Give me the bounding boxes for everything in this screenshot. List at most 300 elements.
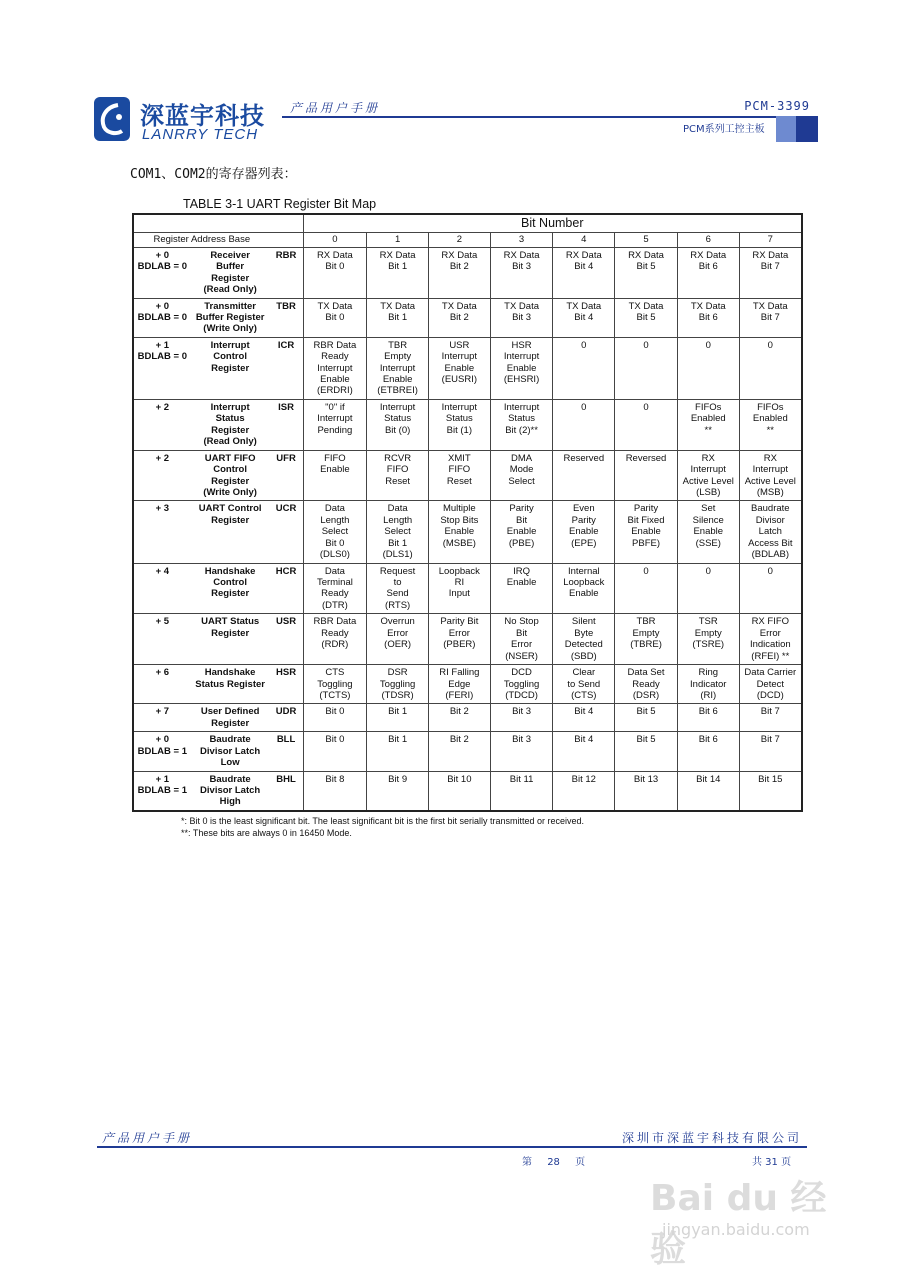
cell-line: Internal: [567, 565, 600, 577]
cell-line: DCD: [511, 667, 532, 679]
cell-line: (ERDRI): [316, 385, 353, 397]
cell-line: Bit 3: [512, 261, 532, 273]
bit-cell: [428, 614, 490, 665]
table-header-row: [133, 233, 802, 247]
cell-line: Divisor Latch: [200, 745, 261, 757]
cell-line: TX Data: [441, 300, 477, 312]
cell-line: Toggling: [379, 678, 416, 690]
cell-line: Ready: [632, 678, 660, 690]
cell-line: Bit 4: [574, 311, 594, 323]
cell-line: Bit 8: [325, 773, 345, 785]
cell-line: BDLAB = 1: [137, 785, 188, 796]
bit-cell: [490, 298, 553, 337]
table-row: [133, 450, 802, 501]
table-row: [133, 614, 802, 665]
cell-line: (RFEI) **: [751, 650, 790, 662]
cell-line: Bit 5: [636, 311, 656, 323]
cell-line: Bit: [516, 627, 528, 639]
cell-line: (RI): [700, 689, 717, 701]
table-row: [133, 771, 802, 811]
cell-line: FIFO: [448, 464, 471, 476]
cell-line: Register: [211, 717, 250, 729]
cell-line: TX Data: [380, 300, 416, 312]
cell-line: **: [766, 424, 774, 436]
register-abbr: BLL: [270, 732, 303, 771]
cell-line: Status: [445, 413, 473, 425]
cell-line: Bit 9: [388, 773, 408, 785]
cell-line: Loopback: [563, 577, 605, 589]
cell-line: Interrupt: [503, 402, 540, 414]
footer-divider: [97, 1146, 807, 1148]
bit-cell: [303, 247, 367, 298]
register-address: [133, 400, 191, 451]
register-address: [133, 614, 191, 665]
bit-cell: [677, 501, 739, 563]
bit-cell: [739, 771, 802, 811]
bit-cell: [739, 247, 802, 298]
table-title-row: [133, 214, 802, 233]
bit-cell: [303, 563, 367, 614]
cell-line: Interrupt: [210, 402, 250, 414]
cell-line: Buffer Register: [195, 311, 265, 323]
bit-cell: [428, 665, 490, 704]
bit-cell: [615, 771, 678, 811]
cell-line: FIFOs: [695, 402, 722, 414]
cell-line: Bit 0: [325, 706, 345, 718]
cell-line: 0: [767, 339, 773, 351]
cell-line: HSR: [511, 339, 532, 351]
cell-line: Bit 6: [698, 311, 718, 323]
cell-line: (NSER): [505, 650, 538, 662]
baidu-watermark: [650, 1170, 850, 1270]
register-name: [191, 732, 270, 771]
cell-line: Empty: [694, 627, 722, 639]
cell-line: Interrupt: [210, 339, 250, 351]
cell-line: Ready: [321, 351, 349, 363]
table-notes: [181, 816, 584, 839]
cell-line: (Write Only): [203, 323, 257, 335]
bit-cell: [739, 614, 802, 665]
register-name: [191, 450, 270, 501]
bit-cell: [553, 732, 615, 771]
bit-cell: [615, 337, 678, 399]
cell-line: CTS: [325, 667, 345, 679]
cell-line: Enable: [320, 464, 350, 476]
cell-line: Bit 5: [636, 706, 656, 718]
cell-line: Ready: [321, 588, 349, 600]
cell-line: Interrupt: [379, 362, 416, 374]
cell-line: 0: [643, 339, 649, 351]
cell-line: Enable: [444, 362, 475, 374]
cell-line: Indicator: [690, 678, 727, 690]
cell-line: Toggling: [503, 678, 540, 690]
cell-line: Clear: [572, 667, 596, 679]
cell-line: Divisor Latch: [200, 785, 261, 796]
cell-line: Data: [324, 503, 345, 515]
cell-line: to: [393, 577, 402, 589]
bit-cell: [303, 298, 367, 337]
cell-line: Bit 3: [512, 706, 532, 718]
cell-line: Bit 13: [633, 773, 659, 785]
bit-cell: [303, 614, 367, 665]
register-address: [133, 771, 191, 811]
cell-line: RCVR: [384, 452, 412, 464]
cell-line: Control: [213, 577, 248, 589]
cell-line: (EUSRI): [441, 374, 478, 386]
bit-cell: [739, 400, 802, 451]
cell-line: XMIT: [447, 452, 471, 464]
cell-line: Silent: [571, 616, 596, 628]
cell-line: + 1: [155, 773, 170, 785]
logo-chinese-text: 深蓝宇科技: [140, 102, 265, 130]
bit-header: 6: [677, 233, 739, 247]
cell-line: Bit 1: [388, 311, 408, 323]
bit-cell: [367, 665, 429, 704]
bit-cell: [367, 771, 429, 811]
cell-line: Interrupt: [503, 351, 540, 363]
bit-cell: [739, 563, 802, 614]
cell-line: + 6: [155, 667, 170, 679]
cell-line: Bit 6: [698, 734, 718, 746]
cell-line: Interrupt: [317, 413, 353, 425]
cell-line: RX Data: [565, 249, 602, 261]
cell-line: TBR: [388, 339, 408, 351]
cell-line: (EHSRI): [503, 374, 540, 386]
bit-header: 3: [490, 233, 553, 247]
cell-line: Register: [211, 627, 250, 639]
cell-line: Active Level: [744, 475, 796, 487]
bit-cell: [677, 337, 739, 399]
bit-cell: [303, 704, 367, 732]
cell-line: (ETBREI): [377, 385, 418, 397]
bit-cell: [615, 247, 678, 298]
cell-line: (PBE): [508, 537, 535, 549]
cell-line: 0: [581, 402, 587, 414]
register-abbr: UCR: [270, 501, 303, 563]
cell-line: 0: [767, 565, 773, 577]
cell-line: (RTS): [385, 599, 411, 611]
cell-line: + 4: [155, 565, 170, 577]
cell-line: (DCD): [756, 689, 784, 701]
cell-line: 0: [705, 339, 711, 351]
cell-line: RX Data: [628, 249, 664, 261]
cell-line: (DTR): [321, 599, 348, 611]
bit-header: 7: [739, 233, 802, 247]
cell-line: + 0: [155, 249, 170, 261]
cell-line: Interrupt: [379, 402, 416, 414]
footer-company: 深圳市深蓝宇科技有限公司: [621, 1131, 802, 1145]
cell-line: DMA: [511, 452, 533, 464]
cell-line: (PBER): [443, 639, 476, 651]
cell-line: Reserved: [563, 452, 605, 464]
cell-line: Bit 7: [760, 311, 780, 323]
register-name: [191, 501, 270, 563]
table-row: [133, 247, 802, 298]
register-name: [191, 298, 270, 337]
register-abbr: HSR: [270, 665, 303, 704]
bit-cell: [367, 400, 429, 451]
cell-line: (OER): [384, 639, 412, 651]
cell-line: Status: [215, 413, 245, 425]
table-row: [133, 501, 802, 563]
register-abbr: HCR: [270, 563, 303, 614]
cell-line: (EPE): [571, 537, 597, 549]
bit-cell: [367, 732, 429, 771]
cell-line: (BDLAB): [751, 549, 790, 561]
cell-line: RBR Data: [313, 339, 357, 351]
table-row: [133, 400, 802, 451]
bit-cell: [367, 337, 429, 399]
cell-line: Bit 4: [574, 261, 594, 273]
cell-line: Error: [448, 627, 470, 639]
cell-line: FIFO: [386, 464, 409, 476]
cell-line: Loopback: [438, 565, 480, 577]
cell-line: BDLAB = 0: [137, 311, 188, 323]
bit-cell: [677, 771, 739, 811]
register-address: [133, 563, 191, 614]
register-name: [191, 771, 270, 811]
cell-line: PBFE): [632, 537, 661, 549]
bit-header: 2: [428, 233, 490, 247]
cell-line: High: [219, 796, 241, 808]
register-name: [191, 614, 270, 665]
cell-line: Bit 0: [325, 311, 345, 323]
bit-cell: [739, 501, 802, 563]
cell-line: TX Data: [690, 300, 726, 312]
table-caption: TABLE 3-1 UART Register Bit Map: [183, 197, 377, 211]
bit-cell: [553, 665, 615, 704]
cell-line: Baudrate: [209, 734, 251, 746]
cell-line: Bit 0: [325, 537, 345, 549]
cell-line: Enable: [320, 374, 350, 386]
cell-line: 0: [705, 565, 711, 577]
cell-line: FIFO: [324, 452, 346, 464]
cell-line: Latch: [758, 526, 782, 538]
bit-cell: [490, 450, 553, 501]
header-divider: [282, 116, 810, 118]
bit-cell: [303, 665, 367, 704]
cell-line: Bit 7: [760, 734, 780, 746]
cell-line: Enable: [382, 374, 413, 386]
cell-line: 0: [643, 565, 649, 577]
cell-line: No Stop: [504, 616, 539, 628]
cell-line: Bit 5: [636, 261, 656, 273]
cell-line: Bit 5: [636, 734, 656, 746]
cell-line: Enabled: [690, 413, 726, 425]
cell-line: Status: [384, 413, 412, 425]
cell-line: (SBD): [570, 650, 597, 662]
bit-cell: [553, 563, 615, 614]
cell-line: + 0: [155, 300, 170, 312]
cell-line: RX Data: [316, 249, 353, 261]
cell-line: UART Status: [201, 616, 260, 628]
bit-cell: [367, 704, 429, 732]
cell-line: (SSE): [695, 537, 721, 549]
cell-line: Bit 6: [698, 706, 718, 718]
cell-line: Bit 4: [574, 734, 594, 746]
cell-line: (TDCD): [505, 689, 538, 701]
cell-line: Enable: [506, 362, 537, 374]
cell-line: (DLS1): [382, 549, 413, 561]
register-abbr: TBR: [270, 298, 303, 337]
cell-line: Overrun: [380, 616, 415, 628]
bit-cell: [739, 704, 802, 732]
cell-line: Detected: [564, 639, 603, 651]
register-address: [133, 501, 191, 563]
bit-cell: [428, 247, 490, 298]
cell-line: TX Data: [752, 300, 788, 312]
bit-cell: [615, 614, 678, 665]
cell-line: Ready: [321, 627, 349, 639]
register-address: [133, 732, 191, 771]
cell-line: "0" if: [325, 402, 345, 414]
cell-line: Bit 11: [509, 773, 534, 785]
cell-line: 0: [581, 339, 587, 351]
register-name: [191, 247, 270, 298]
register-name: [191, 337, 270, 399]
uart-register-table: [132, 213, 803, 812]
cell-line: Divisor: [755, 514, 785, 526]
cell-line: Bit (2)**: [505, 424, 538, 436]
bit-cell: [428, 501, 490, 563]
bit-cell: [303, 732, 367, 771]
cell-line: Parity: [571, 514, 596, 526]
cell-line: Even: [572, 503, 595, 515]
bit-cell: [428, 400, 490, 451]
cell-line: Enable: [444, 526, 475, 538]
cell-line: RX: [701, 452, 715, 464]
cell-line: Bit 0: [325, 261, 345, 273]
cell-line: RBR Data: [313, 616, 357, 628]
register-abbr: UFR: [270, 450, 303, 501]
bit-cell: [490, 732, 553, 771]
cell-line: Register: [211, 514, 250, 526]
bit-cell: [428, 337, 490, 399]
register-address: [133, 450, 191, 501]
cell-line: Baudrate: [209, 773, 251, 785]
cell-line: Bit 7: [760, 261, 780, 273]
bit-cell: [553, 450, 615, 501]
intro-text: COM1、COM2的寄存器列表：: [130, 167, 297, 182]
register-address: [133, 247, 191, 298]
bit-cell: [677, 732, 739, 771]
cell-line: Bit 3: [512, 734, 532, 746]
cell-line: BDLAB = 1: [137, 745, 188, 757]
cell-line: Length: [383, 514, 413, 526]
bit-cell: [490, 501, 553, 563]
header-model: PCM-3399: [744, 99, 810, 113]
bit-cell: [367, 247, 429, 298]
cell-line: Receiver: [210, 249, 250, 261]
bit-cell: [553, 298, 615, 337]
cell-line: BDLAB = 0: [137, 351, 188, 363]
cell-line: Data: [324, 565, 345, 577]
register-abbr: ISR: [270, 400, 303, 451]
cell-line: Parity: [509, 503, 534, 515]
bit-cell: [367, 563, 429, 614]
cell-line: Byte: [574, 627, 594, 639]
cell-line: + 1: [155, 339, 170, 351]
cell-line: Bit (1): [446, 424, 473, 436]
cell-line: Enable: [569, 526, 599, 538]
cell-line: 0: [643, 402, 649, 414]
cell-line: UART Control: [198, 503, 262, 515]
cell-line: Bit 4: [574, 706, 594, 718]
cell-line: Bit (0): [384, 424, 411, 436]
cell-line: Error: [387, 627, 409, 639]
cell-line: Enable: [693, 526, 724, 538]
cell-line: Enable: [506, 577, 537, 589]
register-address: [133, 704, 191, 732]
cell-line: **: [704, 424, 712, 436]
bit-cell: [615, 450, 678, 501]
cell-line: Length: [320, 514, 350, 526]
cell-line: Ring: [698, 667, 719, 679]
cell-line: Data Carrier: [744, 667, 797, 679]
cell-line: RI Falling: [439, 667, 480, 679]
cell-line: Interrupt: [690, 464, 726, 476]
cell-line: Handshake: [204, 667, 256, 679]
cell-line: BDLAB = 0: [137, 261, 188, 273]
cell-line: Reset: [385, 475, 411, 487]
cell-line: Bit 12: [571, 773, 596, 785]
bit-cell: [490, 400, 553, 451]
cell-line: Bit 2: [449, 261, 469, 273]
bit-cell: [553, 337, 615, 399]
bit-cell: [615, 732, 678, 771]
cell-line: Status Register: [195, 678, 265, 690]
bit-cell: [615, 665, 678, 704]
cell-line: Interrupt: [752, 464, 788, 476]
cell-line: Bit 2: [449, 311, 469, 323]
register-abbr: RBR: [270, 247, 303, 298]
cell-line: Stop Bits: [440, 514, 479, 526]
cell-line: Empty: [632, 627, 660, 639]
bit-cell: [367, 614, 429, 665]
cell-line: Bit Fixed: [627, 514, 665, 526]
cell-line: + 2: [155, 452, 170, 464]
cell-line: + 7: [155, 706, 170, 718]
bit-cell: [428, 298, 490, 337]
bit-cell: [490, 704, 553, 732]
note-line: **: These bits are always 0 in 16450 Mode.: [181, 827, 352, 838]
bit-cell: [490, 337, 553, 399]
watermark-main: Bai du 经验: [650, 1178, 827, 1270]
table-row: [133, 563, 802, 614]
cell-line: RX Data: [752, 249, 789, 261]
cell-line: RX Data: [690, 249, 727, 261]
cell-line: DSR: [387, 667, 408, 679]
table-row: [133, 704, 802, 732]
bit-header: 0: [303, 233, 367, 247]
cell-line: Terminal: [316, 577, 353, 589]
cell-line: Register: [211, 362, 250, 374]
cell-line: Baudrate: [751, 503, 790, 515]
cell-line: UART FIFO: [204, 452, 256, 464]
cell-line: + 0: [155, 734, 170, 746]
cell-line: Handshake: [204, 565, 256, 577]
bit-cell: [303, 450, 367, 501]
cell-line: Interrupt: [441, 402, 478, 414]
cell-line: TX Data: [504, 300, 539, 312]
register-name: [191, 704, 270, 732]
cell-line: Bit 15: [758, 773, 783, 785]
register-address: [133, 665, 191, 704]
cell-line: Bit 10: [447, 773, 472, 785]
cell-line: Enable: [506, 526, 537, 538]
bit-cell: [739, 732, 802, 771]
register-address: [133, 298, 191, 337]
